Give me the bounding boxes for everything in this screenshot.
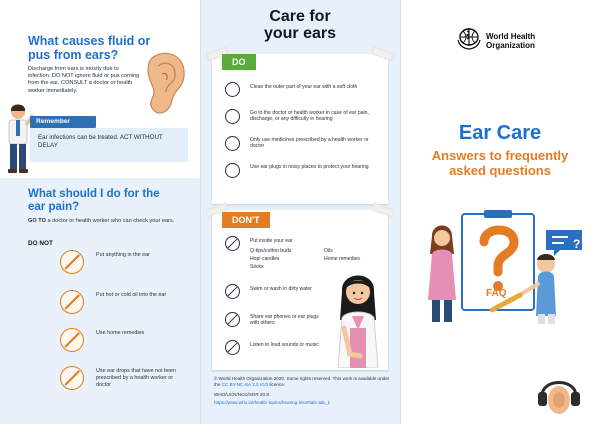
dont-item-text: Swim or wash in dirty water xyxy=(250,286,312,292)
panel-cover xyxy=(400,0,600,424)
dont-list-item: Q-tips/cotton buds xyxy=(250,248,292,254)
ear-illustration xyxy=(142,50,188,118)
cover-subtitle-line1: Answers to frequently xyxy=(431,148,569,163)
ref-code: WHO/UCN/NCD/SDR 20.8 xyxy=(214,392,269,397)
fold-line xyxy=(400,0,401,424)
who-emblem-icon xyxy=(456,26,482,50)
do-item-text: Only use medicines prescribed by a health worker or doctor xyxy=(250,137,369,150)
do-card xyxy=(212,54,388,204)
faq-label: FAQ xyxy=(486,288,507,299)
earplug-icon xyxy=(225,163,240,178)
do-tag: DO xyxy=(222,54,256,70)
org-name-line2: Organization xyxy=(486,41,535,50)
panel-causes xyxy=(0,0,200,424)
copyright-text: © World Health Organization 2020. Some rights reserved. This work is available under the xyxy=(214,376,390,387)
org-name xyxy=(486,32,535,50)
goto-text xyxy=(28,218,188,225)
cover-subtitle xyxy=(400,148,600,178)
dont-list-item: Oils xyxy=(324,248,333,254)
do-item-text: Go to the doctor or health worker in case of ear pain, discharge, or any difficulty in hearing xyxy=(250,110,369,123)
org-name-line1: World Health xyxy=(486,32,536,41)
dont-intro: Put inside your ear xyxy=(250,238,293,244)
ear-crossed-icon xyxy=(60,250,84,274)
tape xyxy=(371,46,394,61)
doctor-icon xyxy=(225,109,240,124)
causes-title: What causes fluid or pus from ears? xyxy=(28,34,151,62)
pain-title: What should I do for the ear pain? xyxy=(28,188,160,213)
care-title xyxy=(200,8,400,42)
donot-item-text: Use home remedies xyxy=(96,330,145,336)
donot-item xyxy=(60,328,190,358)
donot-item xyxy=(60,290,190,320)
causes-text: Discharge from ears is mostly due to infection. DO NOT ignore fluid or pus coming from the ear. CONSULT a doctor or health worker immediately. xyxy=(28,66,140,94)
tape xyxy=(371,202,394,217)
copyright-tail: licence. xyxy=(268,382,286,387)
remember-text: Ear infections can be treated. ACT WITHOUT DELAY xyxy=(38,134,163,149)
cloth-icon xyxy=(225,82,240,97)
dont-tag: DON'T xyxy=(222,212,270,228)
donot-item-text: Put hot or cold oil into the ear xyxy=(96,292,167,298)
remember-box xyxy=(30,128,188,162)
share-earphones-crossed-icon xyxy=(225,312,240,327)
loud-music-crossed-icon xyxy=(225,340,240,355)
faq-illustration xyxy=(422,208,590,326)
ear-drops-crossed-icon xyxy=(60,366,84,390)
fold-line xyxy=(200,0,201,424)
do-item-text: Use ear plugs in noisy places to protect your hearing xyxy=(250,164,369,170)
dont-item-text: Listen to loud sounds or music xyxy=(250,342,319,348)
dont-card xyxy=(212,210,388,370)
mortar-crossed-icon xyxy=(60,328,84,352)
donot-item xyxy=(60,250,190,280)
cover-subtitle-line2: asked questions xyxy=(449,163,551,178)
oil-drop-crossed-icon xyxy=(60,290,84,314)
donot-label: DO NOT xyxy=(28,240,53,247)
donot-item xyxy=(60,366,190,406)
goto-bold: GO TO xyxy=(28,218,46,224)
donot-item-text: Put anything in the ear xyxy=(96,252,150,258)
donot-item-text: Use ear drops that have not been prescribed by a health worker or doctor xyxy=(96,368,177,388)
svg-text:?: ? xyxy=(573,237,581,251)
medicine-icon xyxy=(225,136,240,151)
care-title-line2: your ears xyxy=(263,25,337,42)
license-link[interactable]: CC BY-NC-SA 3.0 IGO xyxy=(221,382,269,387)
panel-care xyxy=(200,0,400,424)
reference-url[interactable]: https://www.who.int/health-topics/hearing-loss#tab=tab_1 xyxy=(214,400,331,405)
headphones-icon xyxy=(536,370,582,418)
woman-illustration xyxy=(330,268,386,368)
goto-rest: a doctor or health worker who can check your ears. xyxy=(45,218,175,224)
dont-list-item: Sticks xyxy=(250,264,264,270)
do-item-text: Clean the outer part of your ear with a soft cloth xyxy=(250,84,358,90)
remember-label: Remember xyxy=(30,116,96,128)
care-title-line1: Care for xyxy=(269,8,331,25)
ear-crossed-icon xyxy=(225,236,240,251)
copyright-block xyxy=(214,376,392,406)
dont-list-item: Home remedies xyxy=(324,256,360,262)
dont-item-text: Share ear phones or ear plugs with others xyxy=(250,314,319,327)
swim-crossed-icon xyxy=(225,284,240,299)
cover-title: Ear Care xyxy=(458,122,542,144)
dont-list-item: Hopi candles xyxy=(250,256,280,262)
